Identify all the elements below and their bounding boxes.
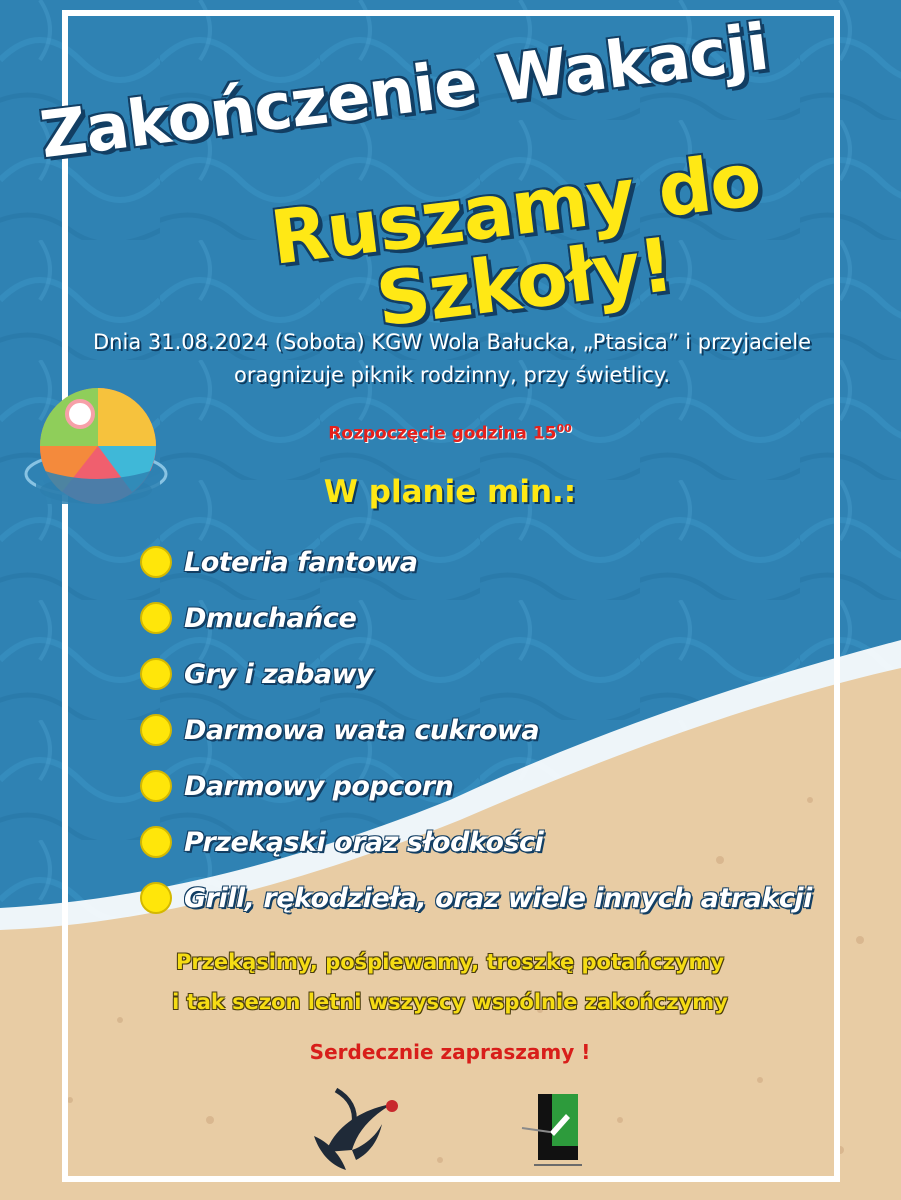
list-item — [140, 758, 820, 814]
bullet-icon — [140, 770, 172, 802]
start-time-label: Rozpoczęcie godzina 15 — [328, 423, 557, 444]
bullet-icon — [140, 714, 172, 746]
bullet-icon — [140, 882, 172, 914]
beach-ball-icon — [22, 378, 170, 508]
list-item — [140, 646, 820, 702]
event-description — [90, 326, 814, 392]
list-item — [140, 534, 820, 590]
bird-logo-icon — [306, 1080, 406, 1176]
list-item — [140, 590, 820, 646]
closing-line-2: i tak sezon letni wszyscy wspólnie zakończymy — [172, 990, 728, 1014]
bullet-icon — [140, 658, 172, 690]
list-item-label: Loteria fantowa — [184, 546, 418, 578]
list-item-label: Darmowy popcorn — [184, 770, 454, 802]
closing-line-1: Przekąsimy, pośpiewamy, troszkę potańczymy — [175, 950, 725, 974]
list-item-label: Darmowa wata cukrowa — [184, 714, 540, 746]
list-item — [140, 814, 820, 870]
bullet-icon — [140, 826, 172, 858]
title-line-2: Ruszamy do Szkoły! — [266, 136, 765, 344]
plan-heading: W planie min.: — [323, 474, 577, 510]
list-item-label: Grill, rękodzieła, oraz wiele innych atrakcji — [184, 882, 812, 914]
list-item-label: Gry i zabawy — [184, 658, 374, 690]
invitation: Serdecznie zapraszamy ! — [309, 1040, 591, 1064]
list-item-label: Dmuchańce — [184, 602, 357, 634]
bullet-icon — [140, 602, 172, 634]
title-line-1: Zakończenie Wakacji — [36, 10, 772, 174]
list-item-label: Przekąski oraz słodkości — [184, 826, 544, 858]
closing-rhyme — [110, 942, 790, 1022]
attractions-list — [140, 534, 820, 926]
bullet-icon — [140, 546, 172, 578]
description-line-1: Dnia 31.08.2024 (Sobota) KGW Wola Bałucka, „Ptasica” i przyjaciele — [93, 330, 811, 354]
list-item — [140, 702, 820, 758]
list-item — [140, 870, 820, 926]
l-logo-icon — [520, 1088, 592, 1170]
description-line-2: oragnizuje piknik rodzinny, przy świetlicy. — [233, 363, 671, 387]
start-time — [250, 422, 650, 444]
start-time-minutes: 00 — [556, 422, 572, 435]
